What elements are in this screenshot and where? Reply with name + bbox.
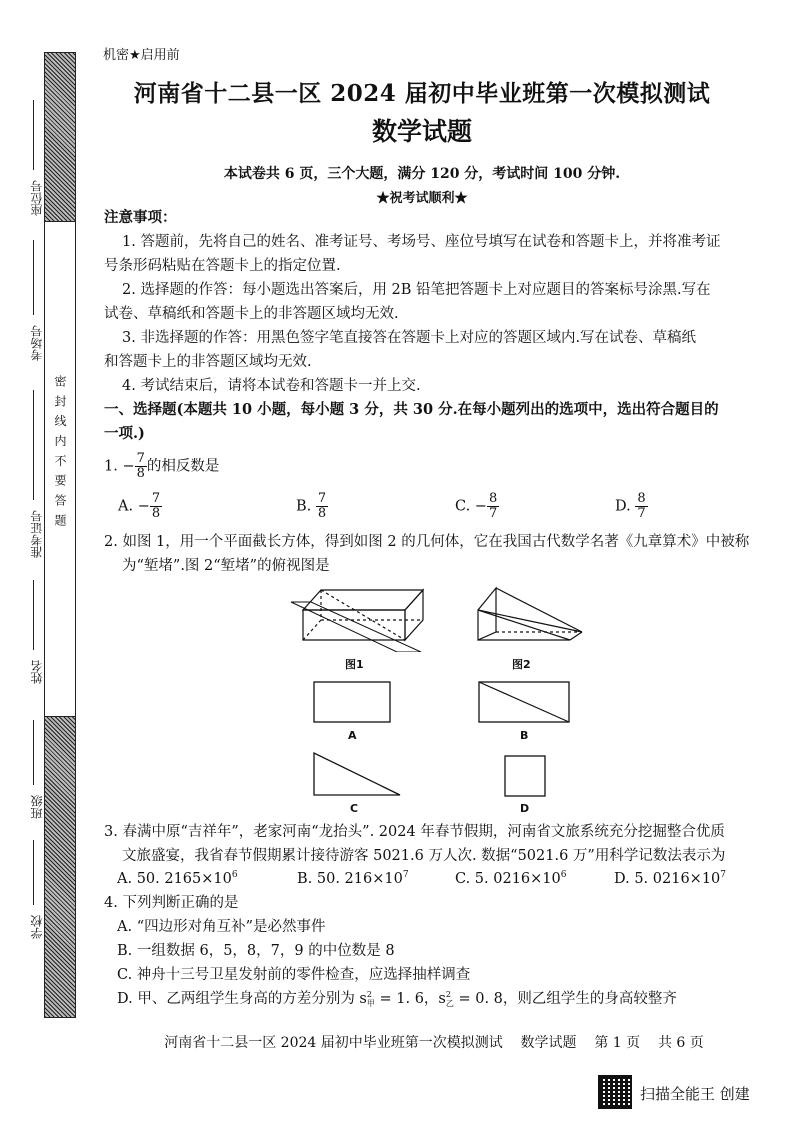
q1-option-d-den: 7 (637, 506, 646, 521)
q1-option-d-num: 8 (637, 491, 646, 506)
note-1b: 号条形码粘贴在答题卡上的指定位置. (104, 258, 341, 274)
section1-line1: 一、选择题(本题共 10 小题，每小题 3 分，共 30 分.在每小题列出的选项中，选出符合题目的 (104, 401, 719, 418)
q4-stem: 4. 下列判断正确的是 (104, 895, 239, 911)
note-3a: 3. 非选择题的作答：用黑色签字笔直接答在答题卡上对应的答题区域内.写在试卷、草稿纸 (122, 330, 697, 346)
notes-section (104, 206, 774, 446)
binding-hatch-top (44, 52, 76, 222)
q4-option-a[interactable]: A. “四边形对角互补”是必然事件 (117, 919, 326, 935)
fig1-right-face (405, 590, 423, 640)
q4-block (104, 891, 776, 1011)
q4-d-sub1-stack: 2 甲 (366, 990, 375, 1008)
q1-option-a-num: 7 (151, 491, 161, 506)
q1-option-b-num: 7 (317, 491, 327, 506)
note-2b: 试卷、草稿纸和答题卡上的非答题区域均无效. (104, 306, 399, 322)
q1-option-d[interactable] (615, 492, 648, 521)
q2-option-d-figure[interactable] (504, 755, 546, 797)
binding-line-left (44, 220, 45, 716)
notes-heading: 注意事项： (104, 209, 177, 226)
q4-d-sub2: 乙 (445, 999, 454, 1008)
q3-option-c-exp: 6 (560, 870, 567, 880)
q3-line1: 3. 春满中原“吉祥年”，老家河南“龙抬头”. 2024 年春节假期，河南省文旅系统充分挖掘整合优质 (104, 824, 725, 840)
q3-option-d[interactable] (614, 870, 726, 887)
binding-hatch-bottom (44, 716, 76, 1018)
q1-prefix: 1. − (104, 458, 135, 475)
q2-option-b-label: B (520, 729, 529, 742)
q4-d-pre: D. 甲、乙两组学生身高的方差分别为 s (117, 991, 367, 1007)
q1-option-c-den: 7 (488, 506, 498, 521)
q2-option-c-label: C (350, 802, 359, 815)
q4-d-sub1: 甲 (366, 999, 375, 1008)
q4-d-sub2-stack: 2 乙 (445, 990, 454, 1008)
class-label: 班级 (30, 795, 44, 819)
q1-option-a-fraction (150, 492, 162, 521)
q3-option-a-exp: 6 (231, 870, 238, 880)
exam-id-label: 准考证号 (30, 510, 44, 558)
note-3b: 和答题卡上的非答题区域均无效. (104, 354, 312, 370)
q2-option-a-figure[interactable] (313, 681, 391, 723)
q1-suffix: 的相反数是 (146, 458, 220, 475)
q3-option-b-exp: 7 (402, 870, 409, 880)
binding-line-right (75, 220, 76, 716)
q2-stem (104, 530, 774, 578)
q4-d-post: = 0. 8，则乙组学生的身高较整齐 (453, 991, 677, 1007)
figure-1-label: 图1 (345, 658, 364, 671)
q4-d-mid: = 1. 6，s (374, 991, 446, 1007)
seal-line-text: 密 封 线 内 不 要 答 题 (53, 375, 67, 528)
q4-option-b[interactable]: B. 一组数据 6，5，8，7，9 的中位数是 8 (117, 943, 395, 959)
q3-option-c[interactable] (455, 870, 566, 887)
q3-option-a[interactable] (117, 870, 238, 887)
fig1-cut-diagonal (321, 590, 405, 640)
fig2-diagonal (478, 610, 582, 632)
q1-option-c-label: C. − (455, 498, 487, 515)
room-number-label: 考场号 (30, 325, 44, 361)
q3-option-c-text: C. 5. 0216×10 (455, 870, 561, 887)
figure-2-label: 图2 (512, 658, 531, 671)
q1-stem (104, 452, 219, 481)
q1-option-b-label: B. (296, 498, 316, 515)
fig2-slant-edge (496, 588, 582, 632)
q2-option-c-figure[interactable] (312, 751, 402, 797)
seat-number-label: 座位号 (30, 180, 44, 216)
page-footer: 河南省十二县一区 2024 届初中毕业班第一次模拟测试 数学试题 第 1 页 共 6 页 (164, 1035, 704, 1051)
fig1-hidden-edge-1 (303, 620, 321, 640)
q1-option-c-fraction (487, 492, 499, 521)
q1-option-c[interactable] (455, 492, 499, 521)
note-1a: 1. 答题前，先将自己的姓名、准考证号、考场号、座位号填写在试卷和答题卡上，并将准考证 (122, 234, 721, 250)
q2-option-a-label: A (348, 729, 357, 742)
q1-option-a-label: A. − (118, 498, 150, 515)
exam-title: 河南省十二县一区 2024 届初中毕业班第一次模拟测试 (133, 80, 711, 107)
q1-option-d-label: D. (615, 498, 636, 515)
q1-option-b[interactable] (296, 492, 328, 521)
q3-option-b[interactable] (297, 870, 409, 887)
note-2a: 2. 选择题的作答：每小题选出答案后，用 2B 铅笔把答题卡上对应题目的答案标号涂黑.写在 (122, 282, 711, 298)
q4-option-c[interactable]: C. 神舟十三号卫星发射前的零件检查，应选择抽样调查 (117, 967, 471, 983)
exam-id-blank (33, 390, 34, 500)
q1-option-a-den: 8 (151, 506, 161, 521)
name-blank (33, 580, 34, 650)
q3-line2: 文旅盛宴，我省春节假期累计接待游客 5021.6 万人次. 数据“5021.6 万”用科学记数法表示为 (122, 848, 726, 864)
q4-option-d[interactable] (104, 987, 776, 1011)
q2-line2: 为“堑堵”.图 2“堑堵”的俯视图是 (122, 558, 330, 574)
q2-option-d-label: D (520, 802, 530, 815)
note-4: 4. 考试结束后，请将本试卷和答题卡一并上交. (122, 378, 421, 394)
q3-option-d-text: D. 5. 0216×10 (614, 870, 721, 887)
q1-num: 7 (136, 451, 145, 466)
scanner-watermark: 扫描全能王 创建 (640, 1085, 750, 1103)
fig2-front-diagonal (478, 610, 570, 640)
q1-option-b-fraction (316, 492, 328, 521)
name-label: 姓名 (30, 660, 44, 684)
q1-option-b-den: 8 (317, 506, 327, 521)
q3-stem (104, 820, 776, 868)
room-number-blank (33, 240, 34, 315)
fig2-bottom-right (570, 632, 582, 640)
q2-line1: 2. 如图 1，用一个平面截长方体，得到如图 2 的几何体，它在我国古代数学名著《九章算术》中被称 (104, 534, 750, 550)
section1-line2: 一项.) (104, 425, 145, 442)
figure-2-qiandu (470, 580, 590, 645)
q3-option-a-text: A. 50. 2165×10 (117, 870, 232, 887)
class-blank (33, 720, 34, 785)
q3-option-d-exp: 7 (720, 870, 727, 880)
school-blank (33, 840, 34, 905)
exam-info: 本试卷共 6 页，三个大题，满分 120 分，考试时间 100 分钟. (223, 166, 621, 182)
q3-option-b-text: B. 50. 216×10 (297, 870, 403, 887)
school-label: 学校 (30, 915, 44, 939)
q1-option-a[interactable] (118, 492, 162, 521)
q2-option-b-figure[interactable] (478, 681, 570, 723)
figure-1-cuboid (285, 580, 435, 652)
q1-fraction (135, 452, 147, 481)
q1-option-c-num: 8 (488, 491, 498, 506)
q1-den: 8 (136, 466, 145, 481)
good-luck: ★祝考试顺利★ (376, 191, 468, 206)
subject-title: 数学试题 (371, 117, 472, 146)
q1-option-d-fraction (635, 492, 647, 521)
fig2-left-face (478, 588, 496, 640)
seat-number-blank (33, 100, 34, 170)
qr-code-icon (598, 1075, 632, 1109)
confidential-mark: 机密★启用前 (103, 48, 180, 63)
